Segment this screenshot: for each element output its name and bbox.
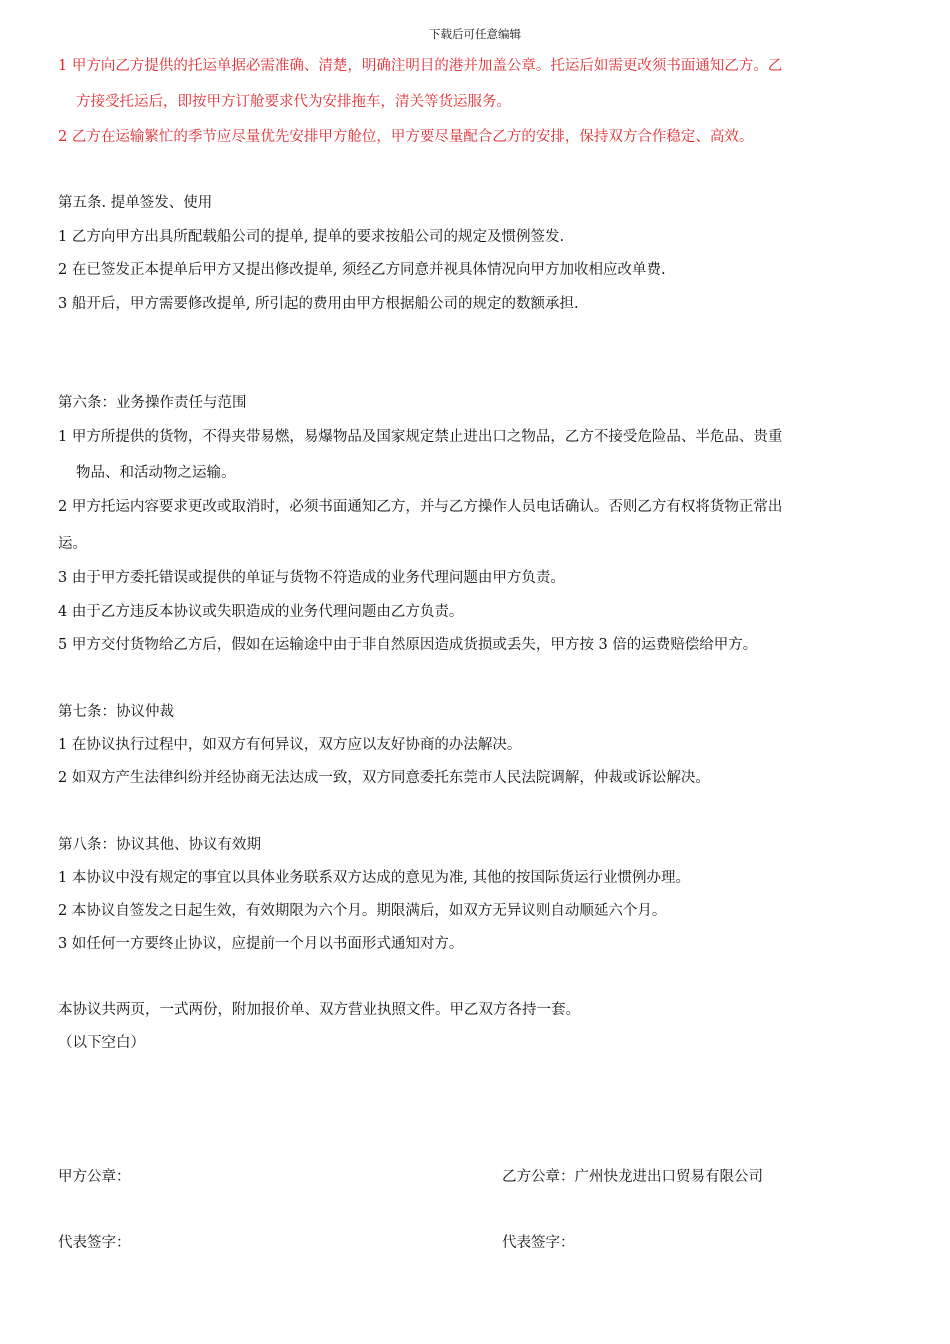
clause4-item-1-cont: 方接受托运后，即按甲方订舱要求代为安排拖车，清关等货运服务。 [76, 94, 511, 110]
clause6-item-2: 2 甲方托运内容要求更改或取消时，必须书面通知乙方，并与乙方操作人员电话确认。否则乙方有权将货物正常出 [58, 499, 783, 515]
clause6-item-4: 4 由于乙方违反本协议或失职造成的业务代理问题由乙方负责。 [58, 604, 464, 620]
clause7-item-1: 1 在协议执行过程中，如双方有何异议，双方应以友好协商的办法解决。 [58, 737, 522, 753]
clause7-item-2: 2 如双方产生法律纠纷并经协商无法达成一致，双方同意委托东莞市人民法院调解，仲裁或诉讼解决。 [58, 770, 710, 786]
clause6-item-1: 1 甲方所提供的货物，不得夹带易燃，易爆物品及国家规定禁止进出口之物品，乙方不接受危险品、半危品、贵重 [58, 429, 783, 445]
clause8-item-2: 2 本协议自签发之日起生效，有效期限为六个月。期限满后，如双方无异议则自动顺延六个月。 [58, 903, 667, 919]
clause8-item-3: 3 如任何一方要终止协议，应提前一个月以书面形式通知对方。 [58, 936, 464, 952]
clause6-title: 第六条：业务操作责任与范围 [58, 395, 247, 411]
clause8-title: 第八条：协议其他、协议有效期 [58, 837, 261, 853]
closing-blank-note: （以下空白） [58, 1035, 145, 1051]
clause7-title: 第七条：协议仲裁 [58, 704, 174, 720]
clause6-item-1-cont: 物品、和活动物之运输。 [76, 465, 236, 481]
page-header: 下载后可任意编辑 [429, 27, 521, 41]
clause8-item-1: 1 本协议中没有规定的事宜以具体业务联系双方达成的意见为准, 其他的按国际货运行业惯例办理。 [58, 870, 691, 886]
clause5-item-3: 3 船开后，甲方需要修改提单, 所引起的费用由甲方根据船公司的规定的数额承担. [58, 296, 579, 312]
clause4-item-1: 1 甲方向乙方提供的托运单据必需准确、清楚，明确注明目的港并加盖公章。托运后如需更改须书面通知乙方。乙 [58, 58, 783, 74]
party-a-seal-label: 甲方公章： [58, 1169, 131, 1185]
clause6-item-2-cont: 运。 [58, 536, 87, 552]
clause5-item-1: 1 乙方向甲方出具所配载船公司的提单, 提单的要求按船公司的规定及惯例签发. [58, 229, 565, 245]
party-b-seal-label: 乙方公章：广州快龙进出口贸易有限公司 [502, 1169, 763, 1185]
party-b-sign-label: 代表签字： [502, 1235, 575, 1251]
closing-text: 本协议共两页，一式两份，附加报价单、双方营业执照文件。甲乙双方各持一套。 [58, 1002, 580, 1018]
clause5-item-2: 2 在已签发正本提单后甲方又提出修改提单, 须经乙方同意并视具体情况向甲方加收相应改单费. [58, 262, 666, 278]
clause6-item-3: 3 由于甲方委托错误或提供的单证与货物不符造成的业务代理问题由甲方负责。 [58, 570, 565, 586]
clause4-item-2: 2 乙方在运输繁忙的季节应尽量优先安排甲方舱位，甲方要尽量配合乙方的安排，保持双方合作稳定、高效。 [58, 129, 754, 145]
party-a-sign-label: 代表签字： [58, 1235, 131, 1251]
clause5-title: 第五条. 提单签发、使用 [58, 195, 213, 211]
clause6-item-5: 5 甲方交付货物给乙方后，假如在运输途中由于非自然原因造成货损或丢失，甲方按 3 倍的运费赔偿给甲方。 [58, 637, 758, 653]
